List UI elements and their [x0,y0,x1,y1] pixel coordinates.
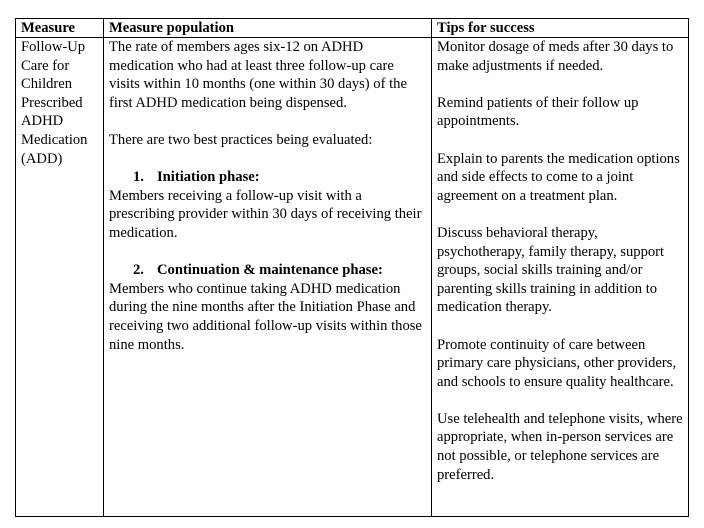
tip-item: Explain to parents the medication options and side effects to come to a joint agreement on a treatment plan. [437,150,680,204]
table-row [16,38,689,517]
phase-2-description: Members who continue taking ADHD medication during the nine months after the Initiation Phase and receiving two additional follow-up visits within those nine months. [109,280,422,353]
phase-2-label: Continuation & maintenance phase: [157,262,383,279]
phase-1-label: Initiation phase: [157,169,260,186]
tip-item: Promote continuity of care between primary care physicians, other providers, and schools to ensure quality healthcare. [437,336,677,390]
population-intro: The rate of members ages six-12 on ADHD medication who had at least three follow-up care visits within 10 months (one within 30 days) of the first ADHD medication being dispensed. [109,39,407,111]
phase-1-number: 1. [133,169,144,186]
population-cell [104,38,432,517]
header-population: Measure population [104,19,432,38]
tip-item: Discuss behavioral therapy, psychotherapy, family therapy, support groups, social skills training and/or parenting skills training in addition to medication therapy. [437,224,665,316]
header-row [16,19,689,38]
measure-name: Follow-Up Care for Children Prescribed ADHD Medication (ADD) [21,39,88,167]
measure-table [15,18,689,517]
tip-item: Use telehealth and telephone visits, where appropriate, when in-person services are not possible, or telephone services are preferred. [437,410,683,483]
phase-2-number: 2. [133,262,144,279]
header-tips: Tips for success [432,19,689,38]
tip-item: Remind patients of their follow up appointments. [437,94,639,130]
header-measure: Measure [16,19,104,38]
measure-cell [16,38,104,517]
phase-1-description: Members receiving a follow-up visit with a prescribing provider within 30 days of receiving their medication. [109,187,422,241]
phase-1-title [109,168,427,187]
phase-2-title [109,261,427,280]
tip-item: Monitor dosage of meds after 30 days to make adjustments if needed. [437,39,674,74]
practices-intro: There are two best practices being evaluated: [109,131,373,148]
tips-cell [432,38,689,517]
